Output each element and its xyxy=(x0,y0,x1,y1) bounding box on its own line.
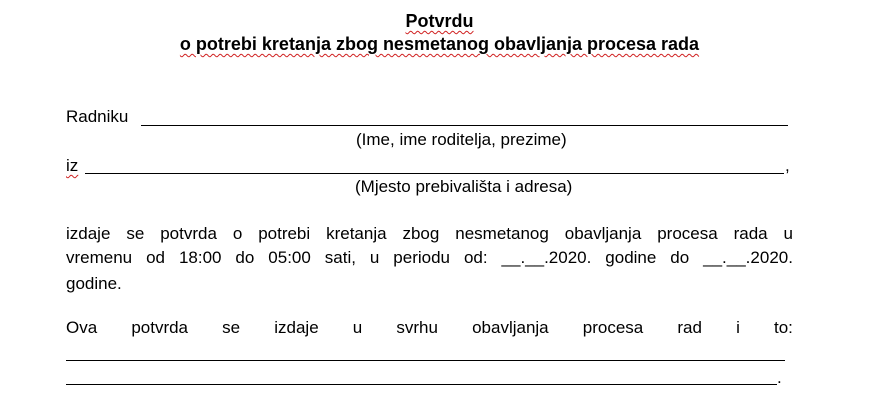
title-line-2: o potrebi kretanja zbog nesmetanog obavljanja procesa rada xyxy=(179,34,700,54)
document-subtitle xyxy=(0,34,879,55)
worker-label: Radniku xyxy=(66,107,129,126)
paragraph-line-2-word: __.__.2020. xyxy=(501,248,592,267)
purpose-word: rad xyxy=(677,318,702,337)
paragraph-line-1-word: potvrda xyxy=(160,224,217,243)
address-trailing-comma: , xyxy=(785,156,790,175)
paragraph-line-2-word: godine xyxy=(605,248,657,267)
paragraph-line-2-word: __.__.2020. xyxy=(703,248,793,267)
from-label xyxy=(66,154,78,177)
purpose-word: i xyxy=(736,318,740,337)
paragraph-line-1-word: zbog xyxy=(402,224,440,243)
address-line[interactable] xyxy=(85,173,784,174)
paragraph-line-1-word: nesmetanog xyxy=(455,224,549,243)
paragraph-line-1-word: kretanja xyxy=(326,224,387,243)
paragraph-line-3: godine. xyxy=(66,274,122,293)
purpose-word: izdaje xyxy=(274,318,319,337)
purpose-line xyxy=(66,318,793,338)
purpose-word: to: xyxy=(773,318,793,337)
purpose-line-1[interactable] xyxy=(66,360,785,361)
purpose-word: se xyxy=(222,318,241,337)
paragraph-line-1-word: u xyxy=(783,224,793,243)
paragraph-line-2-word: od: xyxy=(463,248,488,267)
paragraph-line-1-word: izdaje xyxy=(66,224,111,243)
paragraph-line-2 xyxy=(66,248,793,268)
paragraph-line-1-word: procesa xyxy=(657,224,718,243)
purpose-word: u xyxy=(352,318,363,337)
paragraph-line-1-word: obavljanja xyxy=(564,224,642,243)
paragraph-line-2-word: do xyxy=(235,248,255,267)
paragraph-line-1-word: o xyxy=(232,224,243,243)
title-line-1: Potvrdu xyxy=(405,11,474,31)
paragraph-line-2-word: od xyxy=(146,248,165,267)
paragraph-line-2-word: u xyxy=(369,248,380,267)
worker-caption: (Ime, ime roditelja, prezime) xyxy=(356,130,567,149)
paragraph-line-2-word: 05:00 xyxy=(268,248,311,267)
paragraph-line-1-word: se xyxy=(126,224,145,243)
purpose-word: potvrda xyxy=(131,318,189,337)
paragraph-line-2-word: do xyxy=(670,248,690,267)
paragraph-line-2-word: vremenu xyxy=(66,248,133,267)
paragraph-line-2-word: periodu xyxy=(393,248,451,267)
purpose-line-2[interactable] xyxy=(66,384,777,385)
paragraph-line-2-word: 18:00 xyxy=(178,248,222,267)
paragraph-line-1-word: rada xyxy=(733,224,768,243)
address-caption: (Mjesto prebivališta i adresa) xyxy=(355,177,573,196)
purpose-word: svrhu xyxy=(396,318,438,337)
paragraph-line-1-word: potrebi xyxy=(258,224,311,243)
purpose-word: obavljanja xyxy=(472,318,549,337)
document-title xyxy=(0,11,879,32)
from-label-text: iz xyxy=(66,156,79,175)
purpose-word: procesa xyxy=(582,318,644,337)
paragraph-line-1 xyxy=(66,224,793,244)
final-period: . xyxy=(777,368,782,387)
worker-name-line[interactable] xyxy=(141,125,788,126)
purpose-word: Ova xyxy=(66,318,98,337)
paragraph-line-2-word: sati, xyxy=(324,248,356,267)
